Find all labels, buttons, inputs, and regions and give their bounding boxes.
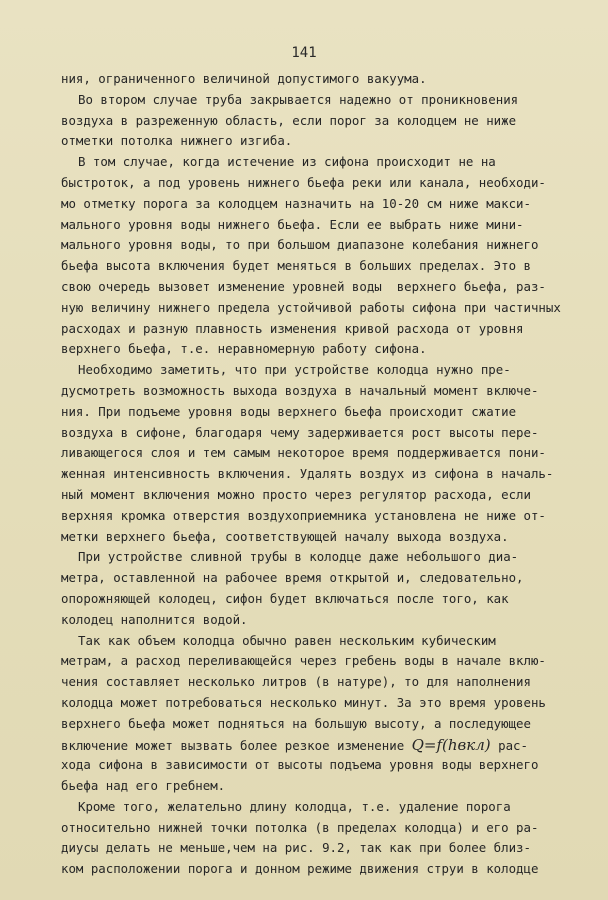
text-line: ком расположении порога и донном режиме движения струи в колодце (61, 861, 539, 877)
text-line: диусы делать не меньше,чем на рис. 9.2, так как при более близ- (61, 840, 531, 856)
text-line: метки верхнего бьефа, соответствующей началу выхода воздуха. (61, 528, 509, 544)
text-line: метра, оставленной на рабочее время открытой и, следовательно, (61, 570, 524, 586)
text-line: быстроток, а под уровень нижнего бьефа реки или канала, необходи- (61, 174, 546, 190)
text-line: воздуха в разреженную область, если порог за колодцем не ниже (61, 112, 517, 128)
text-line: мального уровня воды нижнего бьефа. Если ее выбрать ниже мини- (61, 216, 524, 232)
text-line: отметки потолка нижнего изгиба. (61, 133, 293, 149)
text-line: Кроме того, желательно длину колодца, т.е. удаление порога (78, 798, 511, 814)
text-line: метрам, а расход переливающейся через гребень воды в начале вклю- (61, 653, 546, 669)
text-segment: рас- (490, 737, 528, 753)
text-line: бьефа высота включения будет меняться в больших пределах. Это в (61, 258, 531, 274)
text-line-with-formula (61, 735, 581, 756)
text-line: свою очередь вызовет изменение уровней воды верхнего бьефа, раз- (61, 278, 546, 294)
text-line: верхнего бьефа может подняться на большую высоту, а последующее (61, 715, 531, 731)
text-line: ния, ограниченного величиной допустимого вакуума. (61, 71, 427, 86)
text-line: женная интенсивность включения. Удалять воздух из сифона в началь- (61, 466, 554, 482)
text-line: дусмотреть возможность выхода воздуха в начальный момент включе- (61, 382, 539, 398)
text-line: чения составляет несколько литров (в натуре), то для наполнения (61, 674, 531, 690)
text-line: ливающегося слоя и тем самым некоторое время поддерживается пони- (61, 445, 546, 461)
text-line: верхнего бьефа, т.е. неравномерную работу сифона. (61, 341, 427, 357)
text-line: бьефа над его гребнем. (61, 778, 226, 794)
text-line: относительно нижней точки потолка (в пределах колодца) и его ра- (61, 819, 539, 835)
text-segment: включение может вызвать более резкое изменение (61, 737, 405, 753)
text-line: мального уровня воды, то при большом диапазоне колебания нижнего (61, 237, 539, 253)
text-line: мо отметку порога за колодцем назначить на 10-20 см ниже макси- (61, 195, 531, 211)
text-line: В том случае, когда истечение из сифона происходит не на (78, 154, 496, 170)
text-line: опорожняющей колодец, сифон будет включаться после того, как (61, 590, 509, 606)
text-line: колодец наполнится водой. (61, 611, 248, 627)
text-line: верхняя кромка отверстия воздухоприемника установлена не ниже от- (61, 507, 546, 523)
formula: Q=f(hвкл) (411, 735, 491, 754)
text-line: Во втором случае труба закрывается надежно от проникновения (78, 91, 519, 107)
text-line: При устройстве сливной трубы в колодце даже небольшого диа- (78, 549, 519, 565)
body-text (61, 69, 581, 880)
text-line: хода сифона в зависимости от высоты подъема уровня воды верхнего (61, 757, 539, 773)
text-line: расходах и разную плавность изменения кривой расхода от уровня (61, 320, 524, 336)
text-line: Так как объем колодца обычно равен нескольким кубическим (78, 632, 496, 648)
text-line: Необходимо заметить, что при устройстве колодца нужно пре- (78, 362, 511, 378)
text-line: ную величину нижнего предела устойчивой работы сифона при частичных (61, 299, 561, 315)
page-number: 141 (291, 45, 317, 61)
text-line: воздуха в сифоне, благодаря чему задерживается рост высоты пере- (61, 424, 539, 440)
text-line: ный момент включения можно просто через регулятор расхода, если (61, 486, 531, 502)
text-line: ния. При подъеме уровня воды верхнего бьефа происходит сжатие (61, 403, 517, 419)
text-line: колодца может потребоваться несколько минут. За это время уровень (61, 694, 546, 710)
